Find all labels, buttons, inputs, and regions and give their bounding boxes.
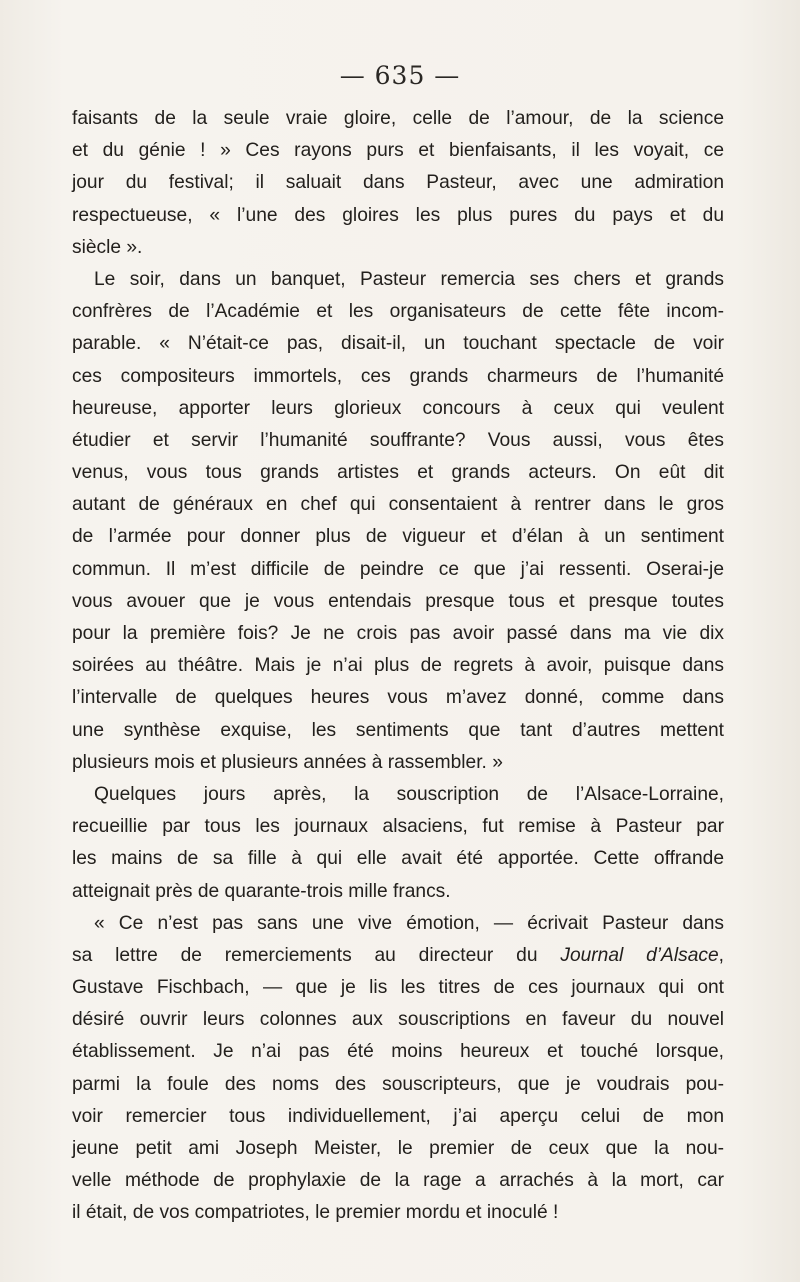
- text-line: vous avouer que je vous entendais presque tous et presque toutes: [72, 590, 724, 612]
- text-fragment: sa lettre de remerciements au directeur du: [72, 944, 561, 966]
- text-line: pour la première fois? Je ne crois pas avoir passé dans ma vie dix: [72, 623, 724, 644]
- text-line: et du génie ! » Ces rayons purs et bienfaisants, il les voyait, ce: [72, 140, 724, 162]
- text-line: jour du festival; il saluait dans Pasteur, avec une admiration: [72, 172, 724, 194]
- paragraph-4: [72, 908, 724, 1230]
- text-line: ces compositeurs immortels, ces grands charmeurs de l’humanité: [72, 365, 724, 387]
- paragraph-1: [72, 103, 724, 264]
- text-line: étudier et servir l’humanité souffrante? Vous aussi, vous êtes: [72, 429, 724, 451]
- text-line-with-title: [72, 940, 724, 972]
- text-fragment: ,: [718, 944, 724, 966]
- text-line: heureuse, apporter leurs glorieux concours à ceux qui veulent: [72, 397, 724, 419]
- text-line: Quelques jours après, la souscription de l’Alsace-Lorraine,: [94, 783, 724, 805]
- paragraph-2: [72, 264, 724, 779]
- text-line: il était, de vos compatriotes, le premier mordu et inoculé !: [72, 1202, 559, 1224]
- text-line: une synthèse exquise, les sentiments que tant d’autres mettent: [72, 719, 724, 741]
- text-line: jeune petit ami Joseph Meister, le premier de ceux que la nou-: [72, 1138, 724, 1159]
- body-text: [72, 103, 724, 1230]
- text-line: parmi la foule des noms des souscripteurs, que je voudrais pou-: [72, 1073, 724, 1095]
- text-line: venus, vous tous grands artistes et grands acteurs. On eût dit: [72, 462, 724, 484]
- text-line: confrères de l’Académie et les organisateurs de cette fête incom-: [72, 301, 724, 323]
- text-line: « Ce n’est pas sans une vive émotion, — écrivait Pasteur dans: [94, 912, 724, 934]
- text-line: Gustave Fischbach, — que je lis les titres de ces journaux qui ont: [72, 977, 724, 999]
- text-line: voir remercier tous individuellement, j’ai aperçu celui de mon: [72, 1105, 724, 1127]
- text-line: velle méthode de prophylaxie de la rage a arrachés à la mort, car: [72, 1170, 724, 1192]
- text-line: respectueuse, « l’une des gloires les plus pures du pays et du: [72, 204, 724, 226]
- text-line: soirées au théâtre. Mais je n’ai plus de regrets à avoir, puisque dans: [72, 655, 724, 677]
- text-line: faisants de la seule vraie gloire, celle de l’amour, de la science: [72, 108, 724, 129]
- journal-title: Journal d’Alsace: [560, 944, 719, 966]
- text-line: de l’armée pour donner plus de vigueur et d’élan à un sentiment: [72, 526, 724, 548]
- text-line: établissement. Je n’ai pas été moins heureux et touché lorsque,: [72, 1041, 724, 1063]
- text-line: les mains de sa fille à qui elle avait été apportée. Cette offrande: [72, 848, 724, 870]
- text-line: recueillie par tous les journaux alsaciens, fut remise à Pasteur par: [72, 816, 724, 838]
- text-line: commun. Il m’est difficile de peindre ce que j’ai ressenti. Oserai-je: [72, 558, 724, 580]
- text-line: désiré ouvrir leurs colonnes aux souscriptions en faveur du nouvel: [72, 1009, 724, 1031]
- text-line: l’intervalle de quelques heures vous m’avez donné, comme dans: [72, 687, 724, 709]
- text-line: Le soir, dans un banquet, Pasteur remercia ses chers et grands: [94, 268, 724, 290]
- text-line: atteignait près de quarante-trois mille francs.: [72, 880, 451, 902]
- page-number: — 635 —: [339, 61, 461, 90]
- text-line: parable. « N’était-ce pas, disait-il, un touchant spectacle de voir: [72, 333, 724, 355]
- text-line: autant de généraux en chef qui consentaient à rentrer dans le gros: [72, 494, 724, 516]
- text-line: plusieurs mois et plusieurs années à rassembler. »: [72, 751, 503, 773]
- paragraph-3: [72, 779, 724, 908]
- text-line: siècle ».: [72, 236, 143, 258]
